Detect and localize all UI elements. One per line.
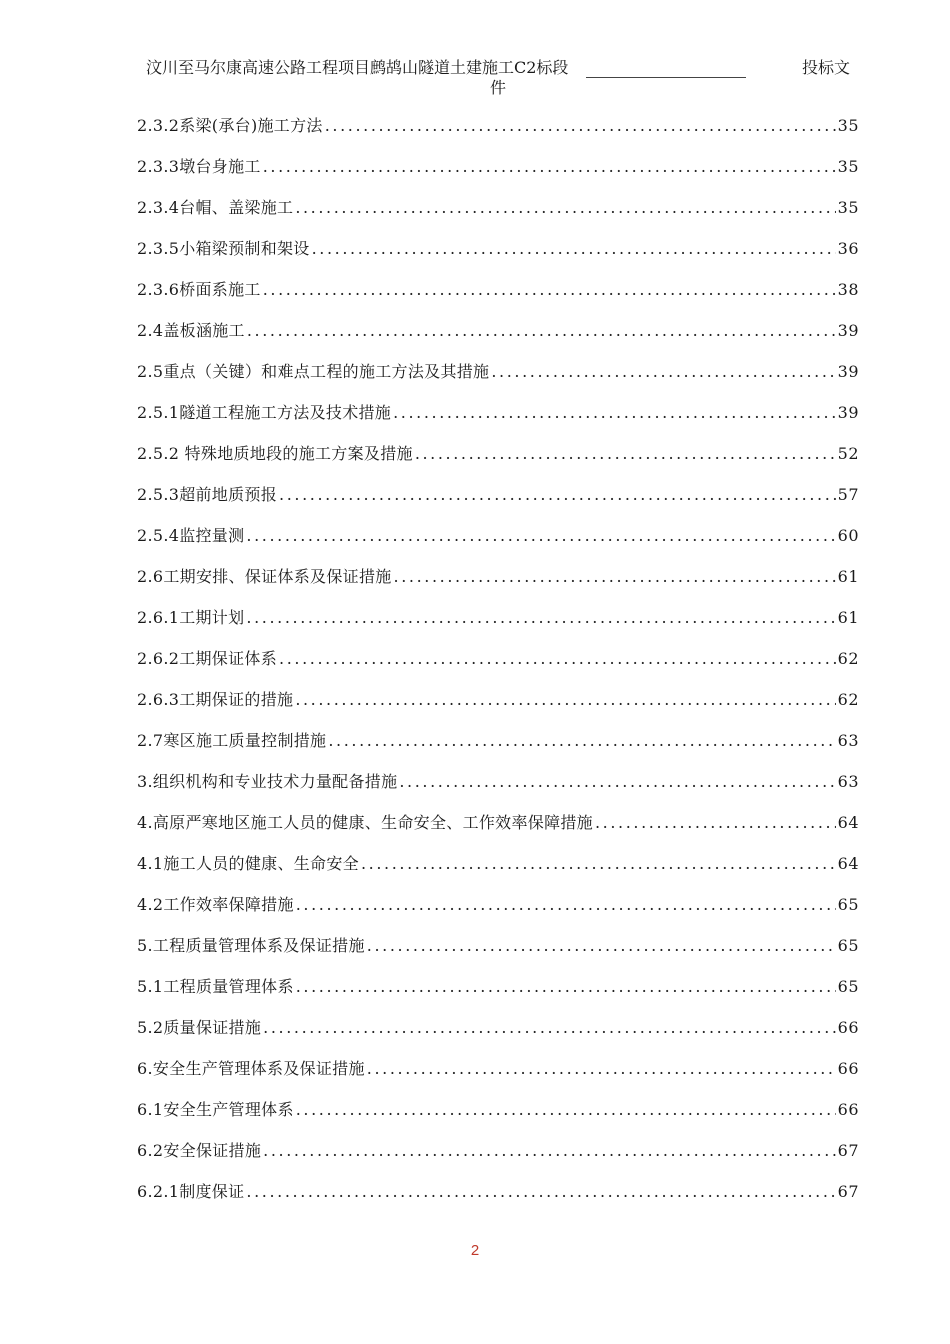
toc-leader-dots <box>394 563 836 591</box>
toc-entry-label: 2.7寒区施工质量控制措施 <box>137 731 327 750</box>
toc-entry-label: 2.6工期安排、保证体系及保证措施 <box>137 567 392 586</box>
toc-entry-label: 2.5.3超前地质预报 <box>137 485 278 504</box>
toc-entry-label: 6.安全生产管理体系及保证措施 <box>137 1059 365 1078</box>
toc-entry-label: 4.高原严寒地区施工人员的健康、生命安全、工作效率保障措施 <box>137 813 593 832</box>
toc-leader-dots <box>312 235 836 263</box>
toc-entry-label: 2.6.3工期保证的措施 <box>137 690 294 709</box>
toc-entry-label: 2.4盖板涵施工 <box>137 321 245 340</box>
toc-leader-dots <box>295 194 835 222</box>
toc-entry[interactable] <box>137 481 859 522</box>
toc-entry-label: 2.5重点（关键）和难点工程的施工方法及其措施 <box>137 362 490 381</box>
toc-entry-page: 39 <box>837 321 859 340</box>
toc-entry-label: 2.3.2系梁(承台)施工方法 <box>137 116 323 135</box>
toc-leader-dots <box>393 399 836 427</box>
toc-leader-dots <box>279 481 836 509</box>
toc-entry[interactable] <box>137 973 859 1014</box>
toc-entry[interactable] <box>137 235 859 276</box>
toc-entry[interactable] <box>137 1055 859 1096</box>
toc-entry-page: 38 <box>837 280 859 299</box>
toc-leader-dots <box>279 645 836 673</box>
toc-entry[interactable] <box>137 522 859 563</box>
toc-entry[interactable] <box>137 645 859 686</box>
toc-leader-dots <box>246 1178 835 1206</box>
header-doc-type-continuation: 件 <box>490 78 507 97</box>
toc-leader-dots <box>399 768 835 796</box>
toc-entry-label: 2.5.2 特殊地质地段的施工方案及措施 <box>137 444 413 463</box>
toc-entry[interactable] <box>137 317 859 358</box>
toc-entry-label: 6.2安全保证措施 <box>137 1141 262 1160</box>
toc-entry-page: 64 <box>837 813 859 832</box>
toc-entry-label: 4.1施工人员的健康、生命安全 <box>137 854 359 873</box>
toc-leader-dots <box>295 686 835 714</box>
toc-entry[interactable] <box>137 563 859 604</box>
toc-entry-label: 5.2质量保证措施 <box>137 1018 262 1037</box>
toc-entry[interactable] <box>137 1178 859 1219</box>
toc-entry-page: 63 <box>837 772 859 791</box>
toc-entry-label: 2.6.1工期计划 <box>137 608 245 627</box>
toc-entry[interactable] <box>137 153 859 194</box>
toc-entry-page: 66 <box>837 1018 859 1037</box>
toc-entry-page: 61 <box>837 567 859 586</box>
toc-entry[interactable] <box>137 399 859 440</box>
toc-entry-label: 5.1工程质量管理体系 <box>137 977 294 996</box>
toc-entry-page: 67 <box>837 1182 859 1201</box>
toc-entry-page: 60 <box>837 526 859 545</box>
toc-entry-page: 36 <box>837 239 859 258</box>
toc-leader-dots <box>415 440 836 468</box>
toc-entry-label: 2.6.2工期保证体系 <box>137 649 278 668</box>
toc-entry-page: 35 <box>837 198 859 217</box>
toc-leader-dots <box>296 973 836 1001</box>
toc-entry-label: 5.工程质量管理体系及保证措施 <box>137 936 365 955</box>
toc-leader-dots <box>263 276 836 304</box>
toc-entry-page: 35 <box>837 116 859 135</box>
toc-leader-dots <box>367 932 836 960</box>
header-rule <box>586 77 746 78</box>
toc-entry-page: 62 <box>837 690 859 709</box>
toc-entry-page: 63 <box>837 731 859 750</box>
toc-leader-dots <box>246 522 835 550</box>
table-of-contents <box>137 112 859 1219</box>
toc-entry-label: 6.1安全生产管理体系 <box>137 1100 294 1119</box>
toc-entry-label: 2.3.3墩台身施工 <box>137 157 261 176</box>
toc-entry[interactable] <box>137 440 859 481</box>
toc-leader-dots <box>328 727 835 755</box>
toc-entry-page: 66 <box>837 1059 859 1078</box>
toc-entry[interactable] <box>137 891 859 932</box>
toc-entry[interactable] <box>137 768 859 809</box>
toc-entry[interactable] <box>137 1096 859 1137</box>
toc-leader-dots <box>247 317 836 345</box>
toc-leader-dots <box>296 1096 836 1124</box>
toc-entry-page: 67 <box>837 1141 859 1160</box>
toc-entry[interactable] <box>137 1137 859 1178</box>
toc-entry-page: 57 <box>837 485 859 504</box>
toc-leader-dots <box>246 604 835 632</box>
toc-leader-dots <box>296 891 836 919</box>
toc-leader-dots <box>263 1137 835 1165</box>
toc-leader-dots <box>263 153 836 181</box>
toc-entry[interactable] <box>137 727 859 768</box>
header-title: 汶川至马尔康高速公路工程项目鹧鸪山隧道土建施工C2标段 <box>146 58 569 77</box>
toc-entry-label: 2.3.4台帽、盖梁施工 <box>137 198 294 217</box>
toc-leader-dots <box>367 1055 836 1083</box>
toc-entry-page: 62 <box>837 649 859 668</box>
toc-entry[interactable] <box>137 276 859 317</box>
toc-entry-label: 2.3.6桥面系施工 <box>137 280 261 299</box>
toc-entry-label: 4.2工作效率保障措施 <box>137 895 294 914</box>
toc-leader-dots <box>491 358 835 386</box>
toc-entry-page: 65 <box>837 936 859 955</box>
toc-leader-dots <box>361 850 836 878</box>
toc-entry-page: 65 <box>837 977 859 996</box>
toc-entry-label: 6.2.1制度保证 <box>137 1182 245 1201</box>
toc-entry-page: 61 <box>837 608 859 627</box>
toc-entry-label: 2.5.4监控量测 <box>137 526 245 545</box>
toc-entry-page: 35 <box>837 157 859 176</box>
toc-entry-page: 65 <box>837 895 859 914</box>
toc-entry-page: 52 <box>837 444 859 463</box>
toc-entry[interactable] <box>137 932 859 973</box>
toc-entry-label: 2.5.1隧道工程施工方法及技术措施 <box>137 403 392 422</box>
toc-entry-label: 2.3.5小箱梁预制和架设 <box>137 239 310 258</box>
toc-entry[interactable] <box>137 112 859 153</box>
toc-entry-page: 39 <box>837 403 859 422</box>
toc-entry[interactable] <box>137 604 859 645</box>
header-doc-type: 投标文 <box>801 58 850 77</box>
toc-entry[interactable] <box>137 194 859 235</box>
toc-leader-dots <box>263 1014 835 1042</box>
toc-entry-page: 39 <box>837 362 859 381</box>
toc-entry[interactable] <box>137 686 859 727</box>
toc-leader-dots <box>325 112 836 140</box>
toc-entry-label: 3.组织机构和专业技术力量配备措施 <box>137 772 398 791</box>
toc-entry-page: 64 <box>837 854 859 873</box>
toc-entry-page: 66 <box>837 1100 859 1119</box>
toc-leader-dots <box>595 809 836 837</box>
toc-entry[interactable] <box>137 850 859 891</box>
toc-entry[interactable] <box>137 809 859 850</box>
page-number: 2 <box>470 1242 480 1259</box>
toc-entry[interactable] <box>137 1014 859 1055</box>
toc-entry[interactable] <box>137 358 859 399</box>
